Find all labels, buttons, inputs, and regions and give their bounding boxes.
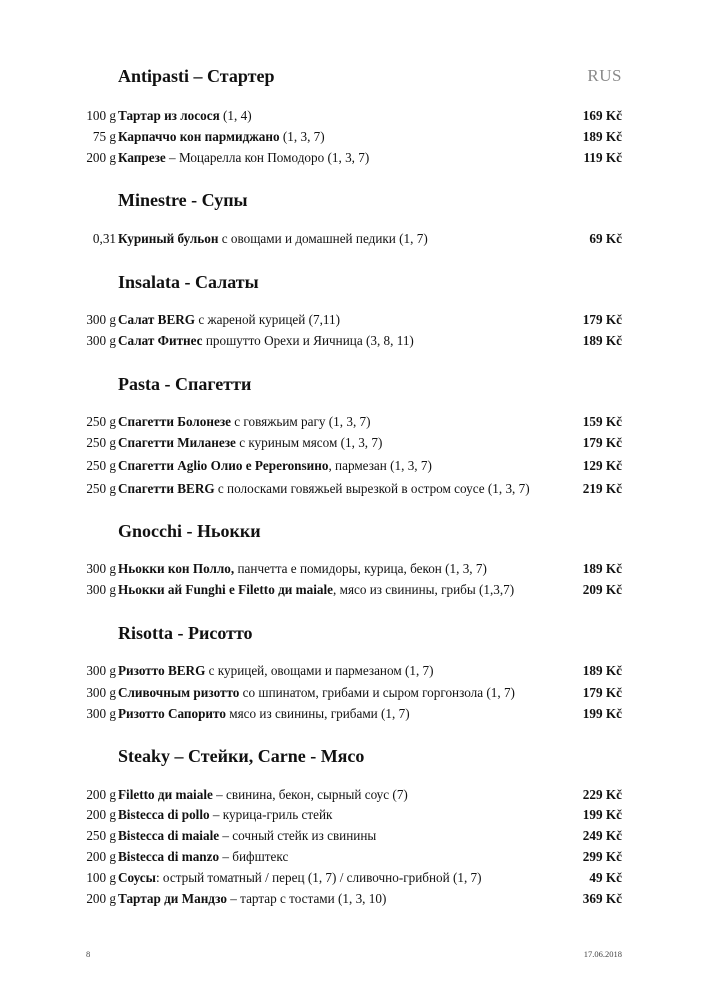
item-name: Спагетти BERG [118, 481, 215, 496]
section-title: Pasta - Спагетти [118, 374, 252, 394]
item-details: с овощами и домашней педики (1, 7) [218, 231, 428, 246]
menu-item [0, 333, 706, 351]
item-name: Сливочным ризотто [118, 685, 240, 700]
item-price: 209 Kč [582, 582, 622, 597]
item-price: 119 Kč [583, 150, 622, 165]
item-name: Салат Фитнес [118, 333, 203, 348]
item-quantity: 250 g [86, 828, 116, 843]
item-description [118, 231, 428, 247]
item-details: с курицей, овощами и пармезаном (1, 7) [205, 663, 434, 678]
menu-item [0, 807, 706, 825]
item-details: , мясо из свинины, грибы (1,3,7) [333, 582, 515, 597]
menu-item [0, 150, 706, 168]
item-description [118, 582, 514, 598]
item-quantity: 100 g [86, 108, 116, 123]
item-details: – тартар с тостами (1, 3, 10) [226, 891, 387, 906]
item-name: Bistecca di pollo [118, 807, 210, 822]
menu-item [0, 582, 706, 600]
menu-item [0, 787, 706, 805]
item-description [118, 685, 515, 701]
page-number: 8 [86, 949, 91, 959]
menu-item [0, 663, 706, 681]
item-quantity: 75 g [92, 129, 116, 144]
item-price: 179 Kč [582, 312, 622, 327]
item-price: 189 Kč [582, 561, 622, 576]
item-quantity: 250 g [86, 458, 116, 473]
item-quantity: 300 g [86, 561, 116, 576]
item-details: с куриным мясом (1, 3, 7) [235, 435, 383, 450]
item-price: 199 Kč [582, 706, 622, 721]
item-details: – бифштекс [219, 849, 289, 864]
item-details: панчетта е помидоры, курица, бекон (1, 3, 7) [234, 561, 487, 576]
item-name: Ризотто BERG [118, 663, 206, 678]
item-quantity: 200 g [86, 849, 116, 864]
item-name: Салат BERG [118, 312, 196, 327]
item-name: Тартар ди Мандзо [118, 891, 227, 906]
item-details: – курица-гриль стейк [209, 807, 333, 822]
item-details: – Моцарелла кон Помодоро (1, 3, 7) [165, 150, 370, 165]
item-description [118, 828, 376, 844]
item-description [118, 435, 382, 451]
menu-item [0, 414, 706, 432]
item-description [118, 891, 386, 907]
item-price: 369 Kč [582, 891, 622, 906]
item-name: Ньокки кон Полло, [118, 561, 235, 576]
item-price: 179 Kč [582, 435, 622, 450]
item-description [118, 150, 369, 166]
item-quantity: 300 g [86, 663, 116, 678]
item-name: Тартар из лосося [118, 108, 220, 123]
item-price: 229 Kč [582, 787, 622, 802]
section-title: Steaky – Стейки, Carne - Мясо [118, 746, 365, 766]
item-description [118, 870, 482, 886]
item-description [118, 312, 340, 328]
item-quantity: 300 g [86, 706, 116, 721]
item-details: , пармезан (1, 3, 7) [328, 458, 432, 473]
item-name: Куриный бульон [118, 231, 219, 246]
item-description [118, 129, 325, 145]
section-title: Minestre - Супы [118, 190, 248, 210]
menu-item [0, 891, 706, 909]
item-name: Ризотто Сапорито [118, 706, 226, 721]
menu-item [0, 561, 706, 579]
item-details: с полосками говяжьей вырезкой в остром соусе (1, 3, 7) [214, 481, 530, 496]
item-name: Соусы [118, 870, 156, 885]
item-quantity: 200 g [86, 150, 116, 165]
item-price: 219 Kč [582, 481, 622, 496]
item-price: 179 Kč [582, 685, 622, 700]
item-price: 249 Kč [582, 828, 622, 843]
item-name: Ньокки ай Funghi e Filetto ди maiale [118, 582, 333, 597]
menu-item [0, 481, 706, 499]
item-details: со шпинатом, грибами и сыром горгонзола (1, 7) [239, 685, 515, 700]
item-details: – сочный стейк из свинины [219, 828, 377, 843]
item-description [118, 414, 371, 430]
menu-item [0, 849, 706, 867]
item-price: 299 Kč [582, 849, 622, 864]
item-name: Bistecca di manzo [118, 849, 220, 864]
item-quantity: 200 g [86, 787, 116, 802]
item-quantity: 250 g [86, 414, 116, 429]
item-description [118, 807, 332, 823]
item-description [118, 663, 434, 679]
item-name: Спагетти Миланезе [118, 435, 236, 450]
item-details: (1, 3, 7) [279, 129, 325, 144]
item-quantity: 100 g [86, 870, 116, 885]
item-price: 169 Kč [582, 108, 622, 123]
item-description [118, 481, 530, 497]
item-description [118, 787, 408, 803]
item-quantity: 250 g [86, 481, 116, 496]
item-quantity: 200 g [86, 807, 116, 822]
menu-item [0, 870, 706, 888]
section-title: Risotta - Рисотто [118, 623, 253, 643]
item-details: с жареной курицей (7,11) [195, 312, 341, 327]
item-quantity: 300 g [86, 312, 116, 327]
item-description [118, 706, 410, 722]
item-description [118, 561, 487, 577]
section-title: Gnocchi - Ньокки [118, 521, 261, 541]
item-description [118, 108, 252, 124]
language-label: RUS [587, 66, 622, 85]
item-name: Капрезе [118, 150, 166, 165]
item-name: Спагетти Aglio Олио е Peperonsино [118, 458, 329, 473]
item-description [118, 849, 288, 865]
menu-item [0, 312, 706, 330]
menu-item [0, 129, 706, 147]
menu-item [0, 435, 706, 453]
item-price: 189 Kč [582, 333, 622, 348]
menu-item [0, 458, 706, 476]
item-name: Спагетти Болонезе [118, 414, 231, 429]
item-details: с говяжьим рагу (1, 3, 7) [230, 414, 371, 429]
item-price: 189 Kč [582, 663, 622, 678]
item-price: 129 Kč [582, 458, 622, 473]
item-details: мясо из свинины, грибами (1, 7) [225, 706, 410, 721]
item-name: Bistecca di maiale [118, 828, 220, 843]
item-quantity: 0,31 [92, 231, 116, 246]
section-title: Antipasti – Стартер [118, 66, 275, 86]
item-price: 199 Kč [582, 807, 622, 822]
item-quantity: 300 g [86, 685, 116, 700]
item-details: прошутто Орехи и Яичница (3, 8, 11) [202, 333, 414, 348]
item-quantity: 200 g [86, 891, 116, 906]
item-description [118, 333, 414, 349]
item-quantity: 300 g [86, 582, 116, 597]
item-price: 49 Kč [589, 870, 622, 885]
section-title: Insalata - Салаты [118, 272, 259, 292]
menu-item [0, 108, 706, 126]
menu-item [0, 231, 706, 249]
menu-item [0, 828, 706, 846]
menu-item [0, 706, 706, 724]
item-name: Карпаччо кон пармиджано [118, 129, 280, 144]
item-quantity: 300 g [86, 333, 116, 348]
item-details: : острый томатный / перец (1, 7) / сливочно-грибной (1, 7) [155, 870, 482, 885]
item-details: – свинина, бекон, сырный соус (7) [212, 787, 408, 802]
item-price: 159 Kč [582, 414, 622, 429]
item-description [118, 458, 432, 474]
menu-item [0, 685, 706, 703]
item-price: 69 Kč [589, 231, 622, 246]
footer-date: 17.06.2018 [583, 949, 622, 959]
item-quantity: 250 g [86, 435, 116, 450]
item-name: Filetto ди maiale [118, 787, 213, 802]
item-price: 189 Kč [582, 129, 622, 144]
item-details: (1, 4) [219, 108, 252, 123]
